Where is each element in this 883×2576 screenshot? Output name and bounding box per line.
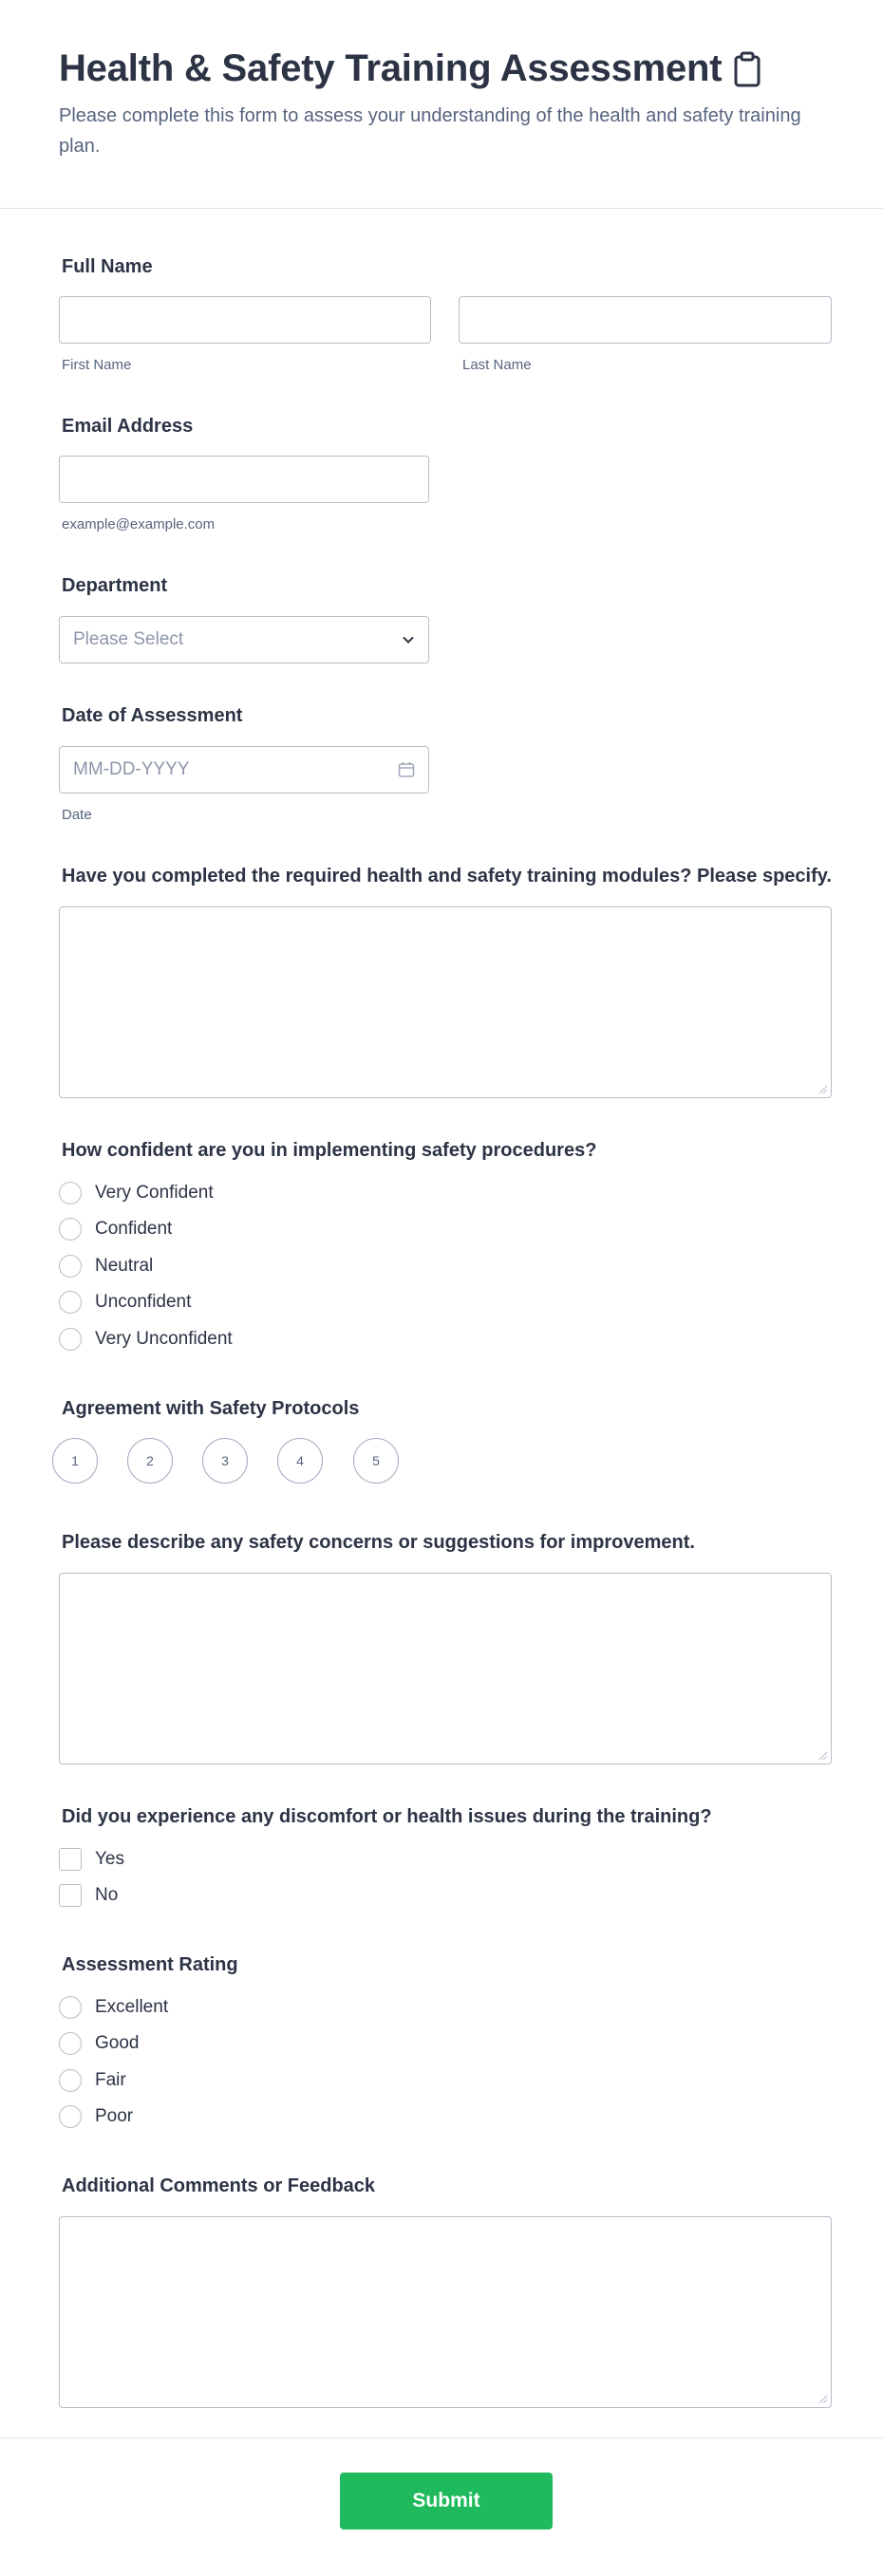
resize-handle-icon[interactable] [818, 2395, 828, 2404]
confidence-option-label: Very Unconfident [95, 1329, 233, 1349]
first-name-sublabel: First Name [62, 357, 132, 373]
date-sublabel: Date [62, 807, 92, 823]
comments-label: Additional Comments or Feedback [62, 2175, 376, 2196]
email-input[interactable] [59, 456, 429, 503]
confidence-option[interactable] [59, 1180, 214, 1206]
rating-option[interactable] [59, 2067, 126, 2094]
radio-button[interactable] [59, 1218, 82, 1241]
rating-label: Assessment Rating [62, 1954, 238, 1975]
training-modules-label: Have you completed the required health and safety training modules? Please specify. [62, 866, 832, 887]
rating-option[interactable] [59, 1994, 168, 2021]
rating-option[interactable] [59, 2030, 139, 2057]
discomfort-option[interactable] [59, 1882, 118, 1909]
radio-button[interactable] [59, 2069, 82, 2092]
email-sublabel: example@example.com [62, 516, 216, 532]
page-subtitle: Please complete this form to assess your understanding of the health and safety training plan. [59, 105, 801, 157]
scale-option-1[interactable]: 1 [52, 1438, 98, 1484]
department-placeholder: Please Select [73, 629, 184, 649]
scale-option-5[interactable]: 5 [353, 1438, 399, 1484]
email-label: Email Address [62, 416, 194, 437]
resize-handle-icon[interactable] [818, 1085, 828, 1094]
footer-divider [0, 2437, 883, 2438]
submit-button[interactable]: Submit [340, 2473, 553, 2529]
concerns-textarea[interactable] [59, 1573, 832, 1764]
confidence-option[interactable] [59, 1253, 153, 1279]
confidence-option[interactable] [59, 1326, 233, 1353]
clipboard-icon [733, 50, 761, 88]
concerns-label: Please describe any safety concerns or suggestions for improvement. [62, 1532, 695, 1553]
comments-textarea[interactable] [59, 2216, 832, 2408]
radio-button[interactable] [59, 1182, 82, 1204]
resize-handle-icon[interactable] [818, 1751, 828, 1761]
discomfort-option-label: Yes [95, 1849, 124, 1869]
checkbox[interactable] [59, 1848, 82, 1871]
date-input[interactable] [59, 746, 429, 793]
scale-option-2[interactable]: 2 [127, 1438, 173, 1484]
last-name-input[interactable] [459, 296, 832, 344]
radio-button[interactable] [59, 2105, 82, 2128]
department-label: Department [62, 575, 168, 596]
radio-button[interactable] [59, 1291, 82, 1314]
date-placeholder: MM-DD-YYYY [73, 759, 190, 779]
confidence-option-label: Neutral [95, 1256, 154, 1276]
confidence-option-label: Confident [95, 1219, 173, 1239]
last-name-sublabel: Last Name [462, 357, 532, 373]
discomfort-label: Did you experience any discomfort or health issues during the training? [62, 1806, 712, 1827]
date-label: Date of Assessment [62, 705, 243, 726]
radio-button[interactable] [59, 1996, 82, 2019]
form-header [0, 0, 883, 209]
confidence-option-label: Unconfident [95, 1292, 192, 1312]
confidence-option[interactable] [59, 1216, 172, 1242]
checkbox[interactable] [59, 1884, 82, 1907]
agreement-label: Agreement with Safety Protocols [62, 1398, 360, 1419]
rating-option-label: Poor [95, 2106, 134, 2126]
chevron-down-icon [402, 633, 415, 646]
confidence-option[interactable] [59, 1289, 191, 1316]
scale-option-4[interactable]: 4 [277, 1438, 323, 1484]
discomfort-option[interactable] [59, 1846, 124, 1873]
scale-option-3[interactable]: 3 [202, 1438, 248, 1484]
confidence-option-label: Very Confident [95, 1183, 214, 1203]
training-modules-textarea[interactable] [59, 906, 832, 1098]
rating-option-label: Fair [95, 2070, 126, 2090]
discomfort-option-label: No [95, 1885, 119, 1905]
radio-button[interactable] [59, 1255, 82, 1278]
page-title [59, 47, 761, 90]
rating-option-label: Excellent [95, 1997, 169, 2017]
rating-option[interactable] [59, 2103, 133, 2130]
full-name-label: Full Name [62, 256, 153, 277]
radio-button[interactable] [59, 1328, 82, 1351]
department-select[interactable] [59, 616, 429, 663]
first-name-input[interactable] [59, 296, 431, 344]
rating-option-label: Good [95, 2033, 140, 2053]
calendar-icon[interactable] [398, 761, 415, 778]
confidence-label: How confident are you in implementing safety procedures? [62, 1140, 597, 1161]
radio-button[interactable] [59, 2032, 82, 2055]
page-title-text: Health & Safety Training Assessment [59, 47, 723, 89]
